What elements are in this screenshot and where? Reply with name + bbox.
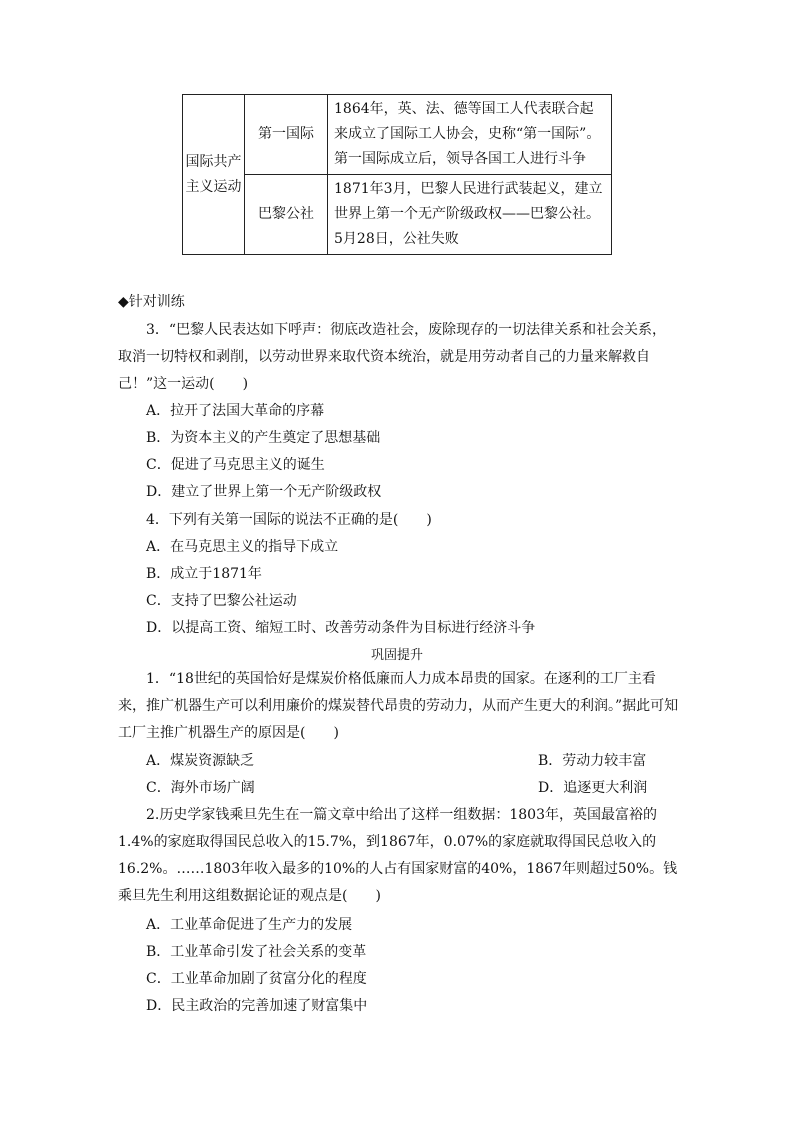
p2-option-b: B．工业革命引发了社会关系的变革 [146, 944, 367, 960]
question-4-stem: 4．下列有关第一国际的说法不正确的是( ) [146, 512, 432, 528]
row-desc-cell: 1871年3月，巴黎人民进行武装起义，建立世界上第一个无产阶级政权——巴黎公社。5月28日，公社失败 [328, 175, 612, 255]
q4-option-b: B．成立于1871年 [146, 566, 262, 582]
table-row [183, 175, 612, 255]
table-row [183, 95, 612, 175]
category-cell: 国际共产主义运动 [183, 95, 245, 255]
question-3-stem: 3．“巴黎人民表达如下呼声：彻底改造社会，废除现存的一切法律关系和社会关系，取消一切特权和剥削，以劳动世界来取代资本统治，就是用劳动者自己的力量来解救自己！”这一运动( ) [118, 322, 667, 392]
q4-option-a: A．在马克思主义的指导下成立 [146, 539, 339, 555]
practice-1-stem: 1．“18世纪的英国恰好是煤炭价格低廉而人力成本昂贵的国家。在逐利的工厂主看来，推广机器生产可以利用廉价的煤炭替代昂贵的劳动力，从而产生更大的利润。”据此可知工厂主推广机器生产的原因是( ) [118, 671, 679, 741]
practice-2-stem: 2.历史学家钱乘旦先生在一篇文章中给出了这样一组数据：1803年，英国最富裕的1.4%的家庭取得国民总收入的15.7%，到1867年，0.07%的家庭就取得国民总收入的16.2%。……1803年收入最多的10%的人占有国家财富的40%，1867年则超过50%。钱乘旦先生利用这组数据论证的观点是( ) [118, 807, 678, 904]
row-desc-cell: 1864年，英、法、德等国工人代表联合起来成立了国际工人协会，史称“第一国际”。第一国际成立后，领导各国工人进行斗争 [328, 95, 612, 175]
q4-option-c: C．支持了巴黎公社运动 [146, 593, 297, 609]
p2-option-c: C．工业革命加剧了贫富分化的程度 [146, 971, 367, 987]
row-name-cell: 巴黎公社 [245, 175, 328, 255]
p1-option-d: D．追逐更大利润 [538, 780, 648, 796]
q4-option-d: D．以提高工资、缩短工时、改善劳动条件为目标进行经济斗争 [146, 620, 536, 636]
p1-option-b: B．劳动力较丰富 [538, 753, 647, 769]
p2-option-d: D．民主政治的完善加速了财富集中 [146, 998, 368, 1014]
row-name-cell: 第一国际 [245, 95, 328, 175]
q3-option-d: D．建立了世界上第一个无产阶级政权 [146, 484, 382, 500]
q3-option-b: B．为资本主义的产生奠定了思想基础 [146, 430, 381, 446]
p1-option-c: C．海外市场广阔 [146, 780, 255, 796]
summary-table [182, 94, 612, 255]
p1-option-a: A．煤炭资源缺乏 [146, 753, 255, 769]
q3-option-c: C．促进了马克思主义的诞生 [146, 457, 325, 473]
section-heading-consolidate: 巩固提升 [370, 648, 423, 663]
section-heading-training: ◆针对训练 [118, 294, 185, 310]
q3-option-a: A．拉开了法国大革命的序幕 [146, 403, 325, 419]
p2-option-a: A．工业革命促进了生产力的发展 [146, 917, 353, 933]
